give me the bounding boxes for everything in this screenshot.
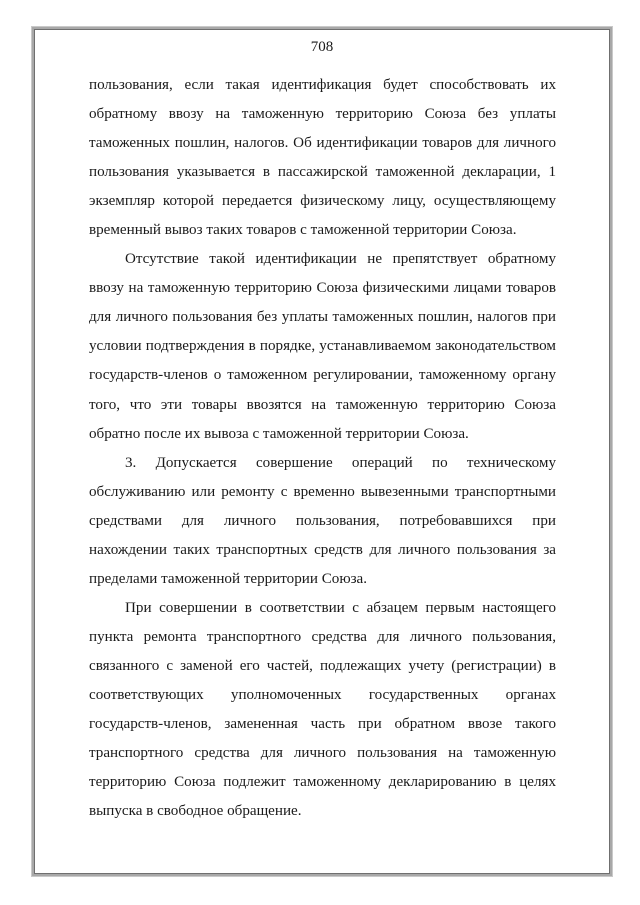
paragraph-item-3-maintenance: 3. Допускается совершение операций по техническому обслуживанию или ремонту с временно вывезенными транспортными средствами для личного пользования, потребовавшихся при нахождении таких транспортных средств для личного пользования за пределами таможенной территории Союза. xyxy=(89,454,556,587)
paragraph-continuation: пользования, если такая идентификация будет способствовать их обратному ввозу на таможенную территорию Союза без уплаты таможенных пошлин, налогов. Об идентификации товаров для личного пользования указывается в пассажирской таможенной декларации, 1 экземпляр которой передается физическому лицу, осуществляющему временный вывоз таких товаров с таможенной территории Союза. xyxy=(89,77,556,239)
document-body xyxy=(89,71,556,826)
paragraph-replaced-part-declaration: При совершении в соответствии с абзацем первым настоящего пункта ремонта транспортного средства для личного пользования, связанного с заменой его частей, подлежащих учету (регистрации) в соответствующих уполномоченных государственных органах государств-членов, замененная часть при обратном ввозе такого транспортного средства для личного пользования на таможенную территорию Союза подлежит таможенному декларированию в целях выпуска в свободное обращение. xyxy=(89,599,556,820)
page-number: 708 xyxy=(310,39,334,55)
document-page xyxy=(31,26,613,877)
paragraph-identification-absence: Отсутствие такой идентификации не препятствует обратному ввозу на таможенную территорию Союза физическими лицами товаров для личного пользования без уплаты таможенных пошлин, налогов при условии подтверждения в порядке, устанавливаемом законодательством государств-членов о таможенном регулировании, таможенному органу того, что эти товары ввозятся на таможенную территорию Союза обратно после их вывоза с таможенной территории Союза. xyxy=(89,251,556,442)
